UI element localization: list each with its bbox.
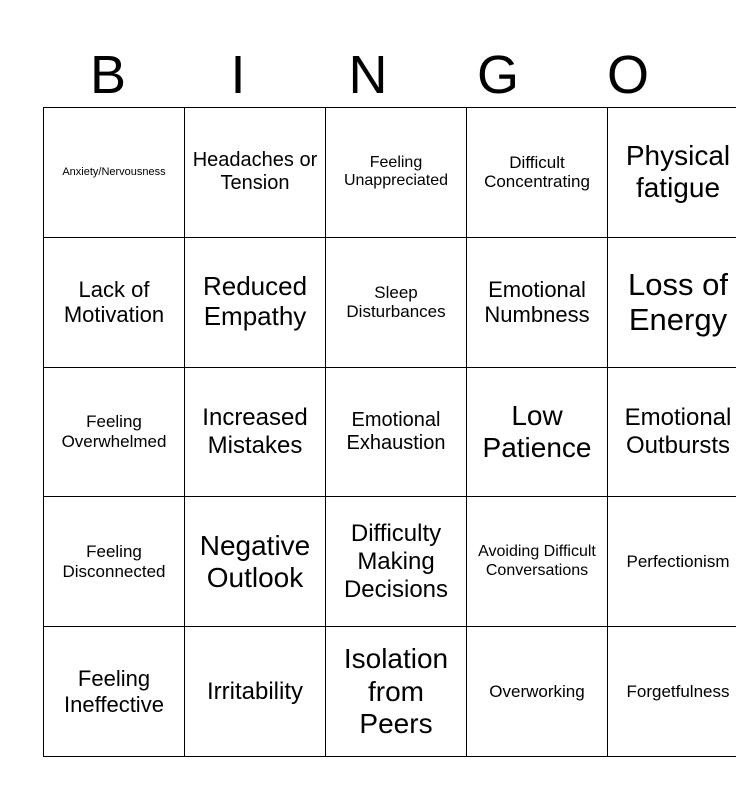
bingo-cell: Feeling Overwhelmed <box>44 367 185 497</box>
board-row <box>44 627 736 757</box>
board-row <box>44 237 736 367</box>
bingo-cell: Anxiety/Nervousness <box>44 108 185 238</box>
bingo-cell: Isolation from Peers <box>326 627 467 757</box>
header-letter-i: I <box>230 45 246 105</box>
header-letter-g: G <box>476 45 519 105</box>
header-letter-b: B <box>89 45 127 105</box>
bingo-cell: Loss of Energy <box>608 237 736 367</box>
bingo-cell: Physical fatigue <box>608 108 736 238</box>
bingo-cell: Feeling Ineffective <box>44 627 185 757</box>
bingo-cell: Emotional Numbness <box>467 237 608 367</box>
bingo-cell: Negative Outlook <box>185 497 326 627</box>
header-letter-o: O <box>606 45 649 105</box>
bingo-cell: Feeling Unappreciated <box>326 108 467 238</box>
board-row <box>44 497 736 627</box>
bingo-cell: Avoiding Difficult Conversations <box>467 497 608 627</box>
bingo-cell: Feeling Disconnected <box>44 497 185 627</box>
bingo-cell: Difficult Concentrating <box>467 108 608 238</box>
bingo-board <box>43 107 736 757</box>
board-row <box>44 108 736 238</box>
bingo-header <box>43 45 693 105</box>
bingo-cell: Sleep Disturbances <box>326 237 467 367</box>
bingo-cell: Difficulty Making Decisions <box>326 497 467 627</box>
bingo-cell: Headaches or Tension <box>185 108 326 238</box>
bingo-cell: Emotional Outbursts <box>608 367 736 497</box>
bingo-cell: Increased Mistakes <box>185 367 326 497</box>
bingo-cell: Emotional Exhaustion <box>326 367 467 497</box>
bingo-cell: Reduced Empathy <box>185 237 326 367</box>
board-row <box>44 367 736 497</box>
bingo-cell: Forgetfulness <box>608 627 736 757</box>
bingo-cell: Overworking <box>467 627 608 757</box>
bingo-cell: Irritability <box>185 627 326 757</box>
bingo-cell: Perfectionism <box>608 497 736 627</box>
bingo-cell: Lack of Motivation <box>44 237 185 367</box>
bingo-cell: Low Patience <box>467 367 608 497</box>
header-letter-n: N <box>348 45 388 105</box>
